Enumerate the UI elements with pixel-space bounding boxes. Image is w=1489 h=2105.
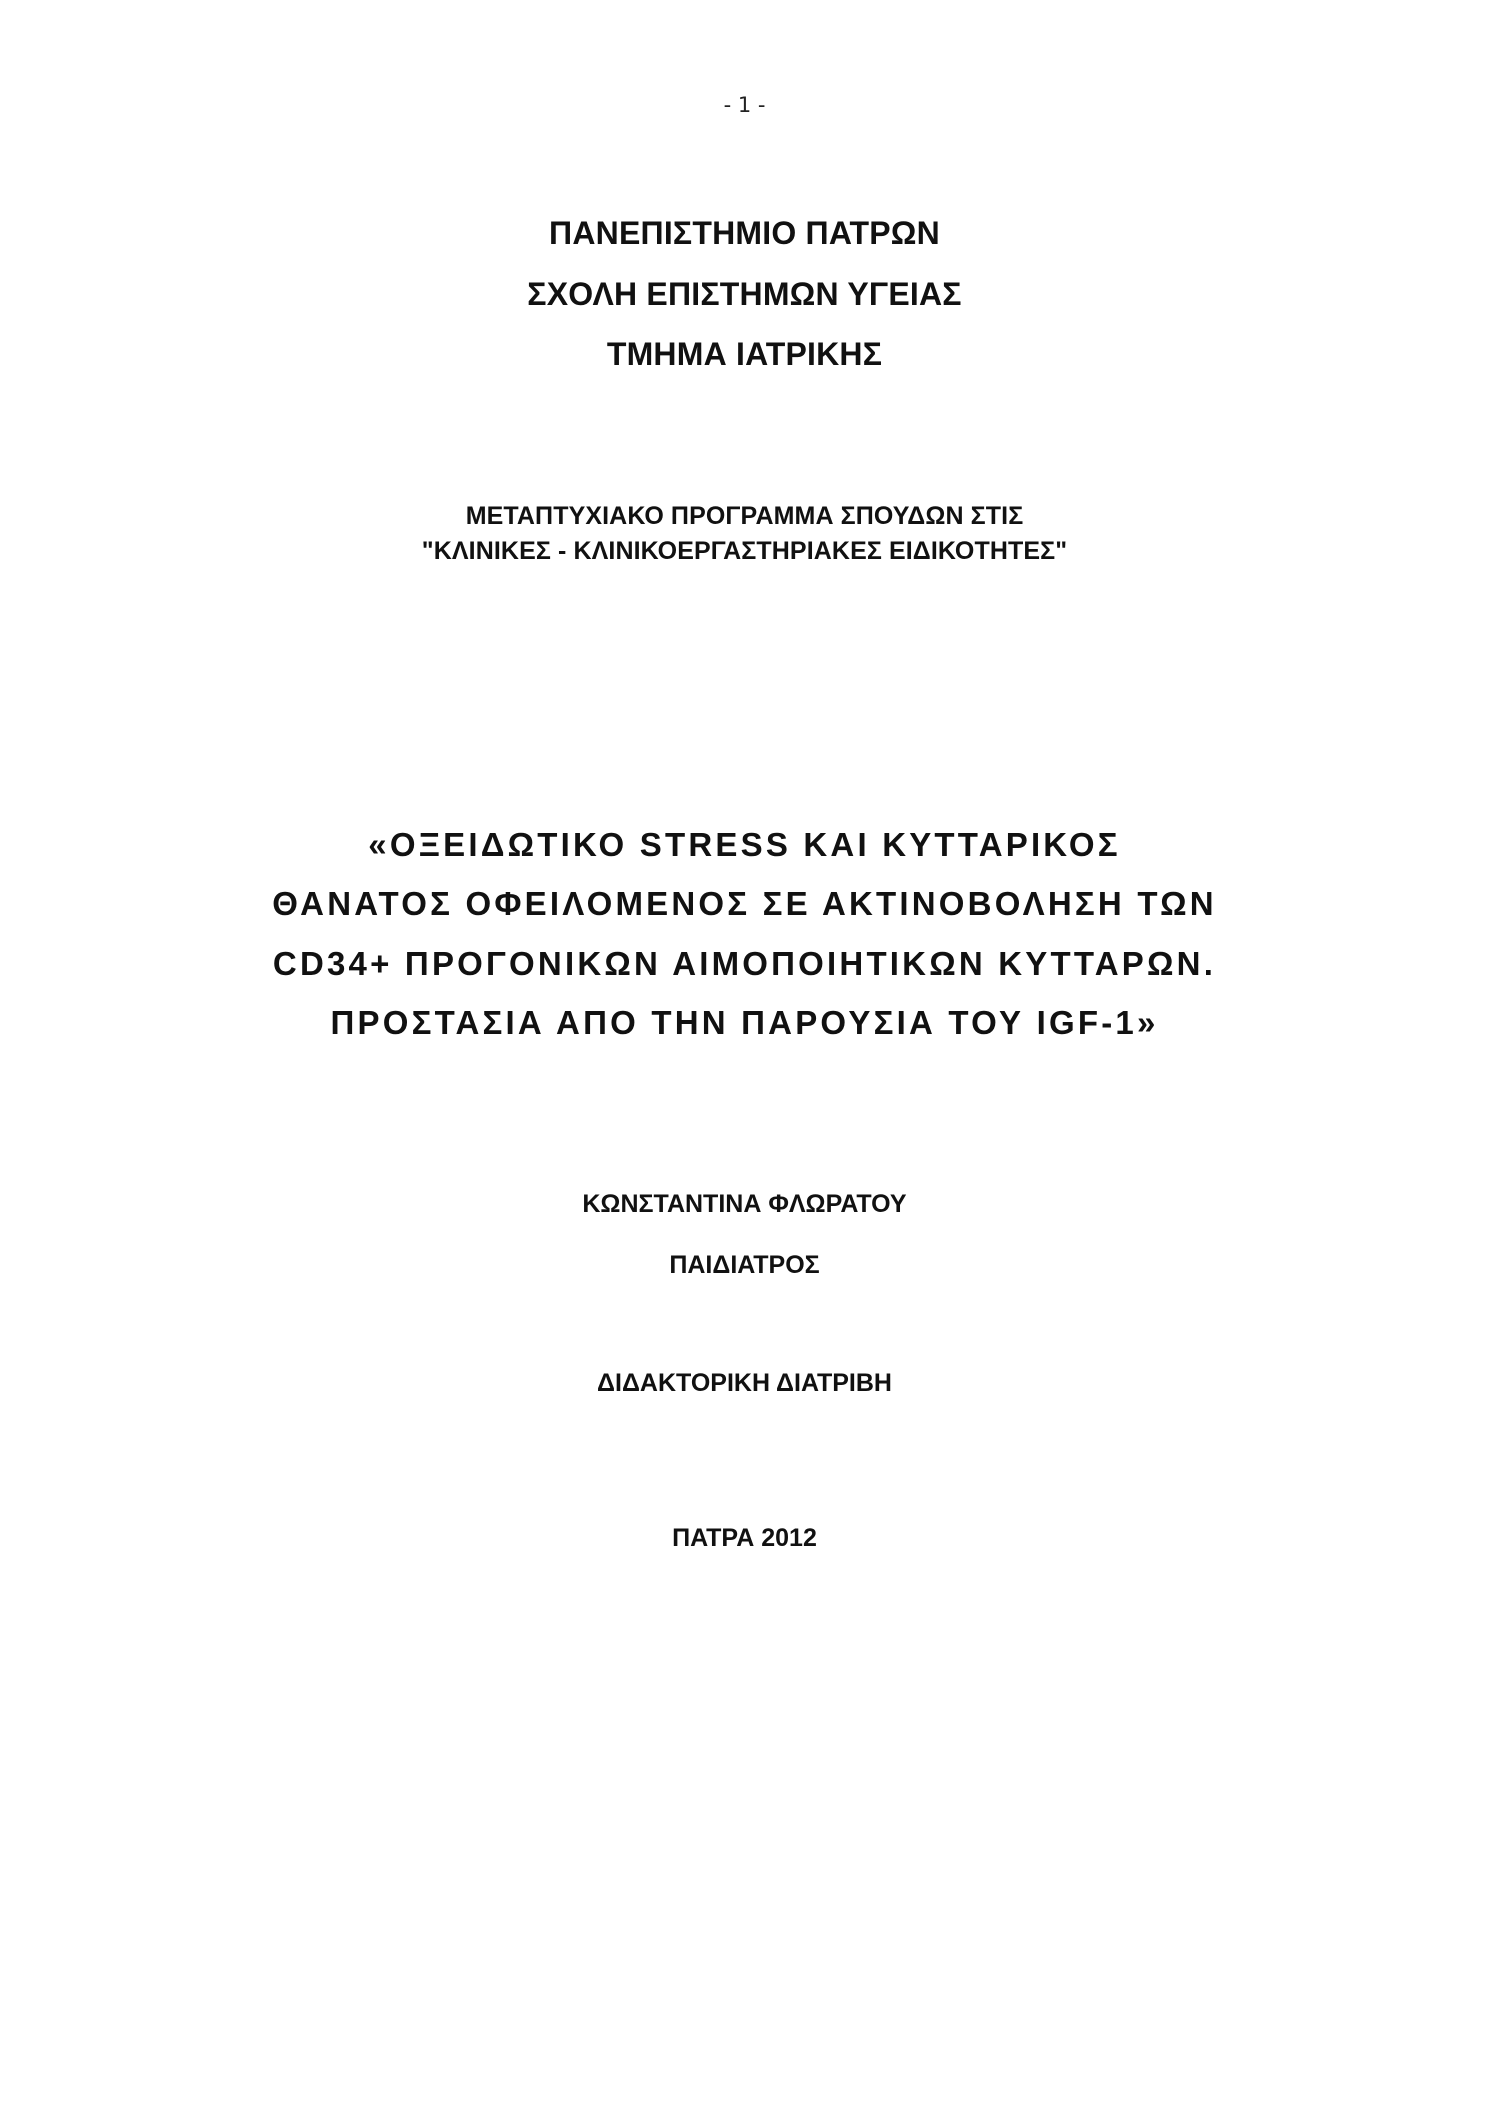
place-and-year: ΠΑΤΡΑ 2012 [672,1524,817,1552]
department-name: ΤΜΗΜΑ ΙΑΤΡΙΚΗΣ [606,336,883,372]
thesis-title-line-1: «ΟΞΕΙΔΩΤΙΚΟ STRESS ΚΑΙ ΚΥΤΤΑΡΙΚΟΣ [368,826,1121,863]
program-line-1: ΜΕΤΑΠΤΥΧΙΑΚΟ ΠΡΟΓΡΑΜΜΑ ΣΠΟΥΔΩΝ ΣΤΙΣ [465,502,1024,530]
degree-type: ΔΙΔΑΚΤΟΡΙΚΗ ΔΙΑΤΡΙΒΗ [597,1369,892,1397]
page-number: - 1 - [723,93,766,117]
school-name: ΣΧΟΛΗ ΕΠΙΣΤΗΜΩΝ ΥΓΕΙΑΣ [527,276,962,312]
author-profession: ΠΑΙΔΙΑΤΡΟΣ [669,1251,820,1279]
university-name: ΠΑΝΕΠΙΣΤΗΜΙΟ ΠΑΤΡΩΝ [549,215,940,251]
thesis-title-line-2: ΘΑΝΑΤΟΣ ΟΦΕΙΛΟΜΕΝΟΣ ΣΕ ΑΚΤΙΝΟΒΟΛΗΣΗ ΤΩΝ [272,885,1217,922]
program-line-2: "ΚΛΙΝΙΚΕΣ - ΚΛΙΝΙΚΟΕΡΓΑΣΤΗΡΙΑΚΕΣ ΕΙΔΙΚΟΤΗΤΕΣ" [421,537,1068,565]
thesis-title-line-3: CD34+ ΠΡΟΓΟΝΙΚΩΝ ΑΙΜΟΠΟΙΗΤΙΚΩΝ ΚΥΤΤΑΡΩΝ. [272,945,1217,982]
author-name: ΚΩΝΣΤΑΝΤΙΝΑ ΦΛΩΡΑΤΟΥ [582,1190,907,1218]
thesis-title-line-4: ΠΡΟΣΤΑΣΙΑ ΑΠΟ ΤΗΝ ΠΑΡΟΥΣΙΑ ΤΟΥ IGF-1» [330,1004,1159,1041]
